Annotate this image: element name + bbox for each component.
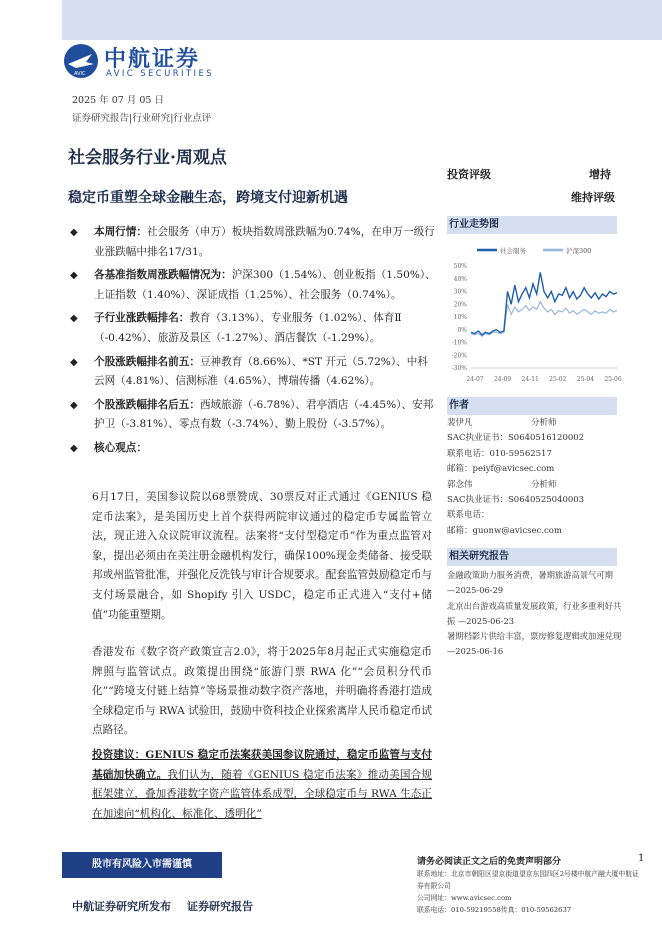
related-reports xyxy=(447,568,622,660)
y-tick-label: -10% xyxy=(451,339,467,347)
author-tel: 联系电话：010-59562517 xyxy=(447,448,552,459)
y-tick-label: 30% xyxy=(453,288,467,296)
x-tick-label: 25-06 xyxy=(604,376,622,383)
bullet-item: ◆ 子行业涨跌幅排名：教育（3.13%）、专业服务（1.02%）、体育Ⅱ（-0.42%）、旅游及景区（-1.27%）、酒店餐饮（-1.29%）。 xyxy=(68,309,436,348)
author-role: 分析师 xyxy=(531,479,557,490)
rating-label: 投资评级 xyxy=(447,168,491,181)
y-tick-label: 20% xyxy=(453,301,467,309)
contact-info xyxy=(417,868,642,916)
brand-logo xyxy=(62,42,222,82)
brand-name-en: AVIC SECURITIES xyxy=(106,69,215,79)
y-tick-label: -30% xyxy=(451,365,467,372)
footer-publisher xyxy=(72,898,269,914)
diamond-icon: ◆ xyxy=(70,399,78,411)
svg-text:AVIC: AVIC xyxy=(74,71,86,77)
x-tick-label: 24-11 xyxy=(521,376,539,383)
authors-section-title: 作者 xyxy=(447,397,617,415)
author-sac: SAC执业证书：S0640525040003 xyxy=(447,495,585,506)
top-band xyxy=(62,0,662,40)
x-tick-label: 25-04 xyxy=(576,376,595,383)
page-title: 社会服务行业·周观点 xyxy=(68,148,227,168)
page-subtitle: 稳定币重塑全球金融生态，跨境支付迎新机遇 xyxy=(68,190,348,206)
author-email[interactable]: 邮箱：guonw@avicsec.com xyxy=(447,525,562,536)
bullet-list xyxy=(68,223,436,463)
bullet-item: ◆ 个股涨跌幅排名后五：西域旅游（-6.78%）、君亭酒店（-4.45%）、安邦护卫（-3.81%）、零点有数（-3.74%）、勤上股份（-3.57%）。 xyxy=(68,396,436,435)
bullet-item: ◆ 核心观点： xyxy=(68,439,436,459)
paragraph-investment: 投资建议：GENIUS 稳定币法案获美国参议院通过，稳定币监管与支付基础加快确立。我们认为，随着《GENIUS 稳定币法案》推动美国合规框架建立，叠加香港数字资产监管体系成型，全球稳定币与 RWA 生态正在加速向“机构化、标准化、透明化” xyxy=(92,749,433,820)
breadcrumb: 证券研究报告|行业研究|行业点评 xyxy=(72,113,212,124)
report-link[interactable]: 金融政策助力服务消费，暑期旅游高景气可期 —2025-06-29 xyxy=(447,570,613,596)
chart-legend xyxy=(477,246,591,255)
risk-banner: 股市有风险入市需谨慎 xyxy=(62,852,222,878)
diamond-icon: ◆ xyxy=(70,270,78,282)
x-tick-label: 25-02 xyxy=(549,376,567,383)
diamond-icon: ◆ xyxy=(70,442,78,454)
legend-label-hs300: 沪深300 xyxy=(566,247,592,255)
bullet-item: ◆ 个股涨跌幅排名前五：豆神教育（8.66%）、*ST 开元（5.72%）、中科云网（4.81%）、信测标准（4.65%）、博瑞传播（4.62%）。 xyxy=(68,353,436,392)
contact-phone: 联系电话：010-59219558传真：010-59562637 xyxy=(417,906,572,914)
y-tick-label: 50% xyxy=(453,263,467,270)
page-number: 1 xyxy=(638,853,645,864)
author-sac: SAC执业证书：S0640516120002 xyxy=(447,433,585,444)
author-tel: 联系电话： xyxy=(447,510,490,521)
x-tick-label: 24-09 xyxy=(493,376,512,383)
diamond-icon: ◆ xyxy=(70,313,78,325)
report-link[interactable]: 北京出台游戏高质量发展政策，行业多重利好共振 —2025-06-23 xyxy=(447,600,622,626)
chart-section-title: 行业走势图 xyxy=(447,216,617,234)
series-line-social xyxy=(471,272,617,334)
y-tick-label: 0% xyxy=(457,326,467,334)
paragraph-hongkong: 香港发布《数字资产政策宣言2.0》，将于2025年8月起正式实施稳定币牌照与监管试点。政策提出围绕“旅游门票 RWA 化”“会员积分代币化”“跨境支付链上结算”等场景推动数字资产落地，并明确将香港打造成全球稳定币与 RWA 试验田，鼓励中资科技企业探索离岸人民币稳定币试点路径。 xyxy=(92,646,432,737)
avic-logo-icon xyxy=(62,42,100,80)
footer-report-type: 证券研究报告 xyxy=(187,900,253,913)
footer-institute: 中航证券研究所发布 xyxy=(72,900,171,913)
diamond-icon: ◆ xyxy=(70,227,78,238)
author-name: 郭念伟 xyxy=(447,479,473,490)
industry-trend-chart xyxy=(447,236,622,386)
diamond-icon: ◆ xyxy=(70,356,78,368)
x-tick-label: 24-07 xyxy=(466,376,484,383)
brand-name-cn: 中航证券 xyxy=(104,47,201,72)
rating-value: 增持 xyxy=(589,168,611,181)
y-tick-label: 10% xyxy=(453,314,467,321)
contact-address: 联系地址：北京市朝阳区望京街道望京东园四区2号楼中航产融大厦中航证券有限公司 xyxy=(417,870,639,890)
paragraph-genius: 6月17日，美国参议院以68票赞成、30票反对正式通过《GENIUS 稳定币法案》，是美国历史上首个获得两院审议通过的稳定币专属监管立法，现正进入众议院审议流程。法案将“支付型稳定币”作为重点监管对象，提出必须由在美注册金融机构发行，确保100%现金类储备、接受联邦或州监管批准，并强化反洗钱与审计合规要求。配套监管鼓励稳定币与支付场景融合，如 Shopify 引入 USDC，稳定币正式进入“支付+储值”功能重塑期。 xyxy=(92,491,432,621)
y-tick-label: 40% xyxy=(453,275,467,283)
bullet-item: ◆ 各基准指数周涨跌幅情况为：沪深300（1.54%）、创业板指（1.50%）、上证指数（1.40%）、深证成指（1.25%）、社会服务（0.74%）。 xyxy=(68,266,436,305)
contact-website[interactable]: 公司网址：www.avicsec.com xyxy=(417,894,512,902)
author-role: 分析师 xyxy=(531,418,557,428)
author-email[interactable]: 邮箱：peiyf@avicsec.com xyxy=(447,464,555,475)
author-name: 裴伊凡 xyxy=(447,418,473,428)
rating-sub: 维持评级 xyxy=(571,191,615,204)
bullet-item: ◆ 本周行情：社会服务（申万）板块指数周涨跌幅为0.74%，在申万一级行业涨跌幅中排名17/31。 xyxy=(68,223,436,262)
disclaimer-note: 请务必阅读正文之后的免责声明部分 xyxy=(417,857,562,867)
report-date: 2025 年 07 月 05 日 xyxy=(72,95,164,106)
y-tick-label: -20% xyxy=(451,352,467,360)
reports-section-title: 相关研究报告 xyxy=(447,548,617,566)
report-link[interactable]: 暑期档影片供给丰富，票房修复逻辑或加速兑现 —2025-06-16 xyxy=(447,631,622,657)
legend-label-social: 社会服务 xyxy=(500,247,526,255)
author-list xyxy=(447,416,622,539)
